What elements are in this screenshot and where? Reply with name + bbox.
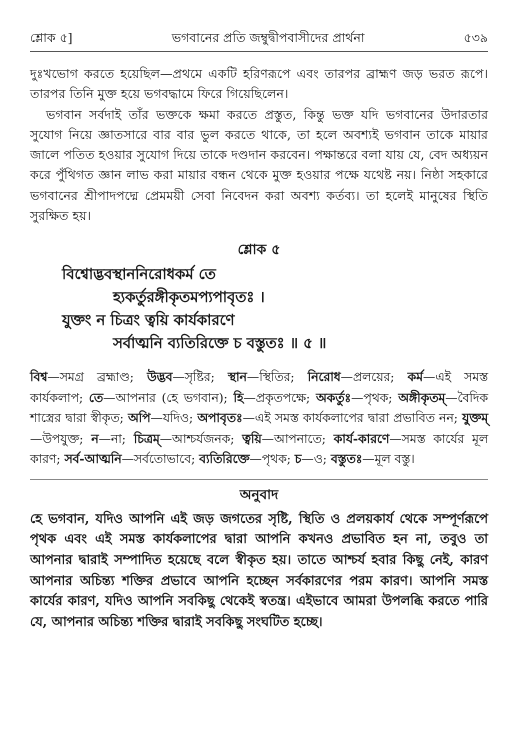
page-number: ৫৩৯ — [463, 30, 488, 45]
synonym-meaning: না — [110, 431, 122, 446]
synonym-meaning: আপনার (হে ভগবান) — [115, 390, 224, 405]
synonym-word: কর্ম — [407, 369, 423, 385]
synonym-word: নিরোধ — [307, 369, 341, 385]
purport-paragraph: ভগবান সর্বদাই তাঁর ভক্তকে ক্ষমা করতে প্রস্তুত, কিন্তু ভক্ত যদি ভগবানের উদারতার সুযোগ নিয়ে জ্ঞাতসারে বার বার ভুল করতে থাকে, তা হলে অবশ্যই ভগবান তাকে মায়ার জালে পতিত হওয়ার সুযোগ দিয়ে তাকে দণ্ডদান করবেন। পক্ষান্তরে বলা যায় যে, বেদ অধ্যয়ন করে পুঁথিগত জ্ঞান লাভ করা মায়ার বন্ধন থেকে মুক্ত হওয়ার পক্ষে যথেষ্ট নয়। নিষ্ঠা সহকারে ভগবানের শ্রীপাদপদ্মে প্রেমময়ী সেবা নিবেদন করা অবশ্য কর্তব্য। তা হলেই মানুষের স্থিতি সুরক্ষিত হয়। — [30, 106, 488, 224]
synonym-word: যুক্তম্ — [462, 410, 489, 426]
synonym-word: ব্যতিরিক্তে — [199, 451, 250, 467]
header-chapter-title: ভগবানের প্রতি জম্বুদ্বীপবাসীদের প্রার্থনা — [171, 30, 365, 45]
synonym-word: ত্বয়ি — [242, 430, 262, 446]
synonym-meaning: এই সমস্ত কার্যকলাপ — [30, 370, 488, 405]
synonym-meaning: পৃথক — [261, 452, 287, 467]
synonym-word: চ — [294, 451, 302, 467]
synonym-meaning: যদিও — [162, 411, 189, 426]
synonym-meaning: সমগ্র ব্রহ্মাণ্ড — [59, 370, 130, 385]
synonym-meaning: সর্বতোভাবে — [133, 452, 192, 467]
synonym-meaning: বৈদিক শাস্ত্রের দ্বারা স্বীকৃত — [30, 390, 488, 426]
synonym-meaning: পৃথক — [363, 390, 389, 405]
purport-paragraph: দুঃখভোগ করতে হয়েছিল—প্রথমে একটি হরিণরূপে এবং তারপর ব্রাহ্মণ জড় ভরত রূপে। তারপর তিনি মুক্ত হয়ে ভগবদ্ধামে ফিরে গিয়েছিলেন। — [30, 66, 488, 102]
synonym-word: অপি — [128, 410, 151, 426]
word-for-word-synonyms: বিশ্ব—সমগ্র ব্রহ্মাণ্ড; উদ্ভব—সৃষ্টির; স্থান—স্থিতির; নিরোধ—প্রলয়ের; কর্ম—এই সমস্ত কার্যকলাপ; তে—আপনার (হে ভগবান); হি—প্রকৃতপক্ষে; অকর্তুঃ—পৃথক; অঙ্গীকৃতম্—বৈদিক শাস্ত্রের দ্বারা স্বীকৃত; অপি—যদিও; অপাবৃতঃ—এই সমস্ত কার্যকলাপের দ্বারা প্রভাবিত নন; যুক্তম্—উপযুক্ত; ন—না; চিত্রম্—আশ্চর্যজনক; ত্বয়ি—আপনাতে; কার্য-কারণে—সমস্ত কার্যের মূল কারণ; সর্ব-আত্মনি—সর্বতোভাবে; ব্যতিরিক্তে—পৃথক; চ—ও; বস্তুতঃ—মূল বস্তু। — [30, 369, 489, 467]
translation-label: অনুবাদ — [239, 486, 279, 503]
synonym-meaning: এই সমস্ত কার্যকলাপের দ্বারা প্রভাবিত নন — [254, 411, 454, 426]
synonym-word: তে — [88, 389, 104, 405]
verse-line: বিশ্বোদ্ভবস্থাননিরোধকর্ম তে — [62, 266, 216, 284]
section-divider — [30, 479, 488, 480]
synonym-word: ন — [91, 430, 99, 446]
synonym-word: অকর্তুঃ — [316, 389, 352, 405]
synonym-word: সর্ব-আত্মনি — [64, 451, 122, 467]
verse-label: শ্লোক ৫ — [237, 242, 281, 259]
verse-line: হ্যকর্তুরঙ্গীকৃতমপ্যপাবৃতঃ । — [113, 289, 265, 307]
synonym-meaning: সৃষ্টির — [184, 370, 211, 385]
sanskrit-verse — [30, 263, 488, 355]
synonym-word: স্থান — [227, 369, 247, 385]
synonym-word: উদ্ভব — [147, 369, 173, 385]
book-page — [30, 30, 488, 710]
synonym-word: অপাবৃতঃ — [197, 410, 243, 426]
header-verse-reference: শ্লোক ৫] — [30, 30, 73, 45]
verse-line: সর্বাত্মনি ব্যতিরিক্তে চ বস্তুতঃ ॥ ৫ ॥ — [113, 335, 327, 353]
synonym-meaning: মূল বস্তু — [374, 452, 411, 467]
synonym-meaning: উপযুক্ত — [42, 431, 80, 446]
synonym-meaning: সমস্ত কার্যের মূল কারণ — [30, 431, 488, 467]
synonym-meaning: ও — [313, 452, 323, 467]
page-header — [30, 30, 488, 52]
purport-continuation — [30, 64, 488, 226]
synonym-word: বিশ্ব — [30, 369, 48, 385]
synonym-word: হি — [233, 389, 244, 405]
synonym-meaning: প্রলয়ের — [352, 370, 391, 385]
synonym-word: চিত্রম্ — [133, 430, 160, 446]
verse-line: যুক্তং ন চিত্রং ত্বয়ি কার্যকারণে — [62, 312, 235, 330]
synonym-meaning: স্থিতির — [259, 370, 291, 385]
synonym-meaning: প্রকৃতপক্ষে — [255, 390, 307, 405]
synonym-word: বস্তুতঃ — [330, 451, 363, 467]
synonym-meaning: আপনাতে — [273, 431, 322, 446]
synonym-meaning: আশ্চর্যজনক — [172, 431, 231, 446]
translation-text: হে ভগবান, যদিও আপনি এই জড় জগতের সৃষ্টি, স্থিতি ও প্রলয়কার্য থেকে সম্পূর্ণরূপে পৃথক এবং এই সমস্ত কার্যকলাপের দ্বারা আপনি কখনও প্রভাবিত হন না, তবুও তা আপনার দ্বারাই সম্পাদিত হয়েছে বলে স্বীকৃত হয়। তাতে আশ্চর্য হবার কিছু নেই, কারণ আপনার অচিন্ত্য শক্তির প্রভাবে আপনি হচ্ছেন সর্বকারণের পরম কারণ। আপনি সমস্ত কার্যের কারণ, যদিও আপনি সবকিছু থেকেই স্বতন্ত্র। এইভাবে আমরা উপলব্ধি করতে পারি যে, আপনার অচিন্ত্য শক্তির দ্বারাই সবকিছু সংঘটিত হচ্ছে। — [30, 511, 488, 630]
synonym-word: কার্য-কারণে — [333, 430, 390, 446]
synonym-word: অঙ্গীকৃতম্ — [398, 389, 446, 405]
